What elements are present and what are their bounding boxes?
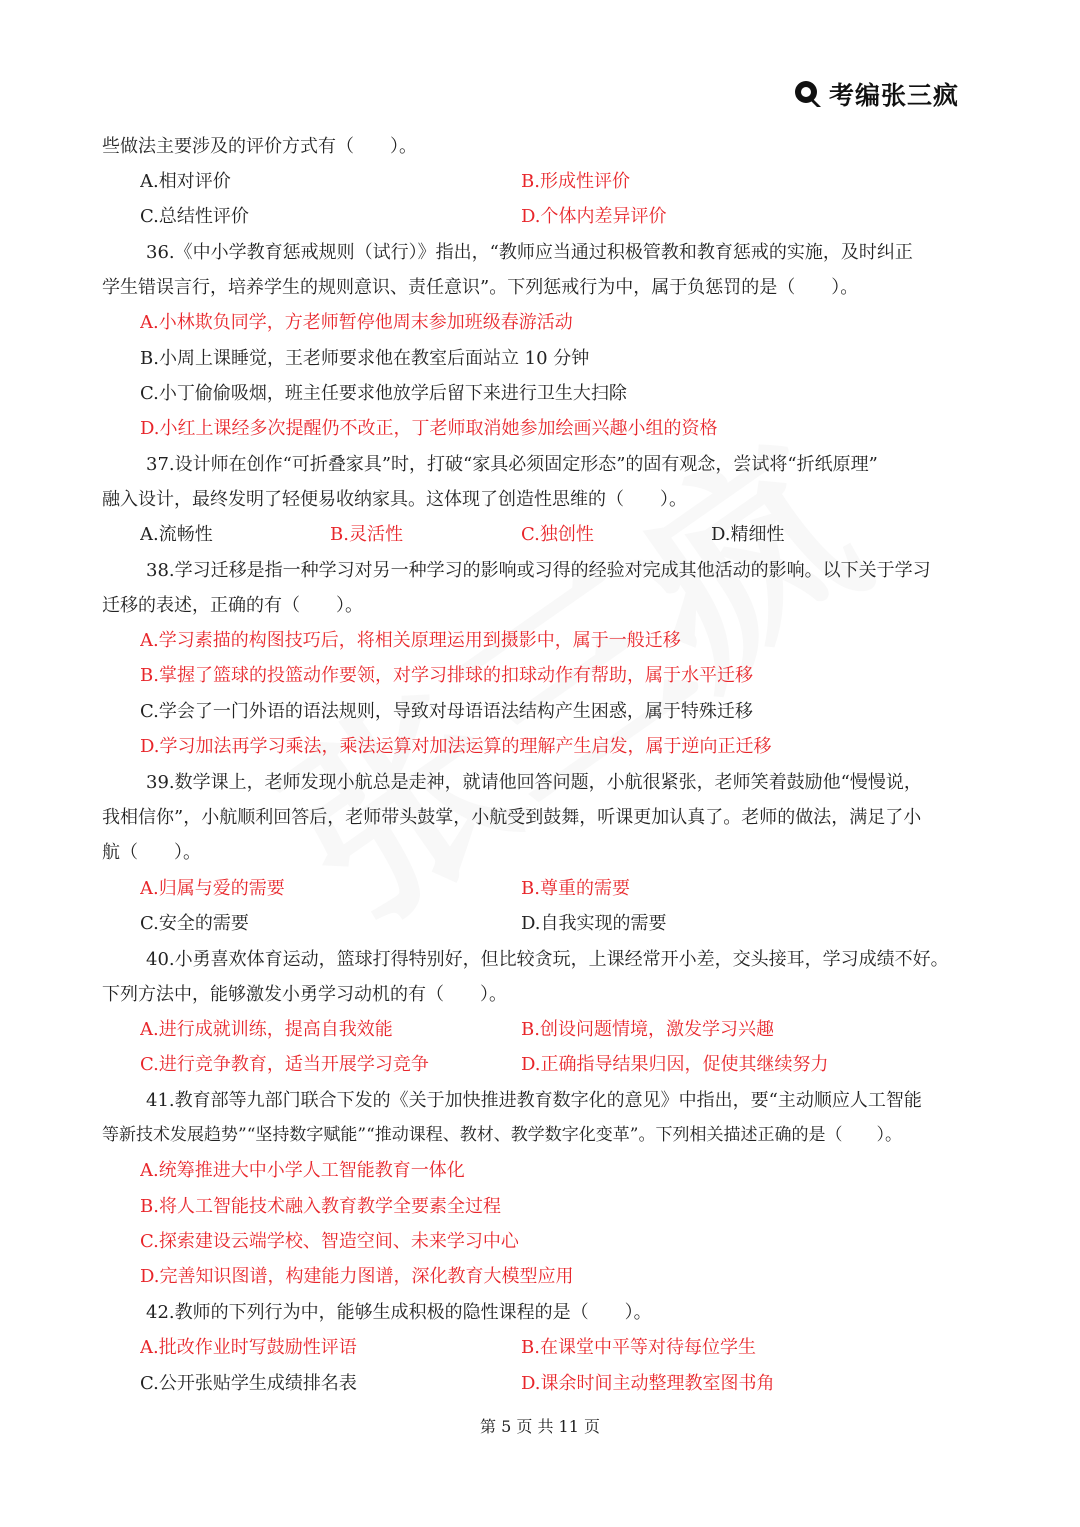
q35-option-d: D.个体内差异评价 [521,206,667,227]
question-40-stem-line: 下列方法中，能够激发小勇学习动机的有（ ）。 [102,984,507,1005]
question-41-stem-line: 等新技术发展趋势”“坚持数字赋能”“推动课程、教材、教学数字化变革”。下列相关描述正确的是（ ）。 [102,1125,902,1145]
q38-option-b: B.掌握了篮球的投篮动作要领，对学习排球的扣球动作有帮助，属于水平迁移 [140,665,753,686]
question-39-stem-line: 39.数学课上，老师发现小航总是走神，就请他回答问题，小航很紧张，老师笑着鼓励他“慢慢说， [146,772,922,793]
q37-option-a: A.流畅性 [140,524,213,545]
q35-option-a: A.相对评价 [140,171,231,192]
q35-option-c: C.总结性评价 [140,206,249,227]
page-number: 第 5 页 共 11 页 [480,1417,600,1436]
q41-option-c: C.探索建设云端学校、智造空间、未来学习中心 [140,1231,519,1252]
q39-option-c: C.安全的需要 [140,913,249,934]
question-38-stem-line: 迁移的表述，正确的有（ ）。 [102,595,363,616]
question-39-stem-line: 我相信你”，小航顺利回答后，老师带头鼓掌，小航受到鼓舞，听课更加认真了。老师的做法，满足了小 [102,807,922,828]
q36-option-a: A.小林欺负同学，方老师暂停他周末参加班级春游活动 [140,312,573,333]
q40-option-d: D.正确指导结果归因，促使其继续努力 [521,1054,829,1075]
q40-option-c: C.进行竞争教育，适当开展学习竞争 [140,1054,429,1075]
q39-option-d: D.自我实现的需要 [521,913,667,934]
q42-option-b: B.在课堂中平等对待每位学生 [521,1337,756,1358]
question-38-stem-line: 38.学习迁移是指一种学习对另一种学习的影响或习得的经验对完成其他活动的影响。以下关于学习 [146,560,931,581]
q37-option-d: D.精细性 [711,524,785,545]
q42-option-d: D.课余时间主动整理教室图书角 [521,1373,775,1394]
q36-option-b: B.小周上课睡觉，王老师要求他在教室后面站立 10 分钟 [140,348,590,369]
question-36-stem-line: 36.《中小学教育惩戒规则（试行）》指出，“教师应当通过积极管教和教育惩戒的实施，及时纠正 [146,242,913,263]
question-41-stem-line: 41.教育部等九部门联合下发的《关于加快推进教育数字化的意见》中指出，要“主动顺应人工智能 [146,1090,922,1111]
question-35-stem-line: 些做法主要涉及的评价方式有（ ）。 [102,136,417,157]
question-36-stem-line: 学生错误言行，培养学生的规则意识、责任意识”。下列惩戒行为中，属于负惩罚的是（ ）。 [102,277,859,298]
q36-option-d: D.小红上课经多次提醒仍不改正，丁老师取消她参加绘画兴趣小组的资格 [140,418,718,439]
q37-option-c: C.独创性 [521,524,594,545]
q42-option-c: C.公开张贴学生成绩排名表 [140,1373,357,1394]
q40-option-b: B.创设问题情境，激发学习兴趣 [521,1019,774,1040]
q41-option-d: D.完善知识图谱，构建能力图谱，深化教育大模型应用 [140,1266,574,1287]
q35-option-b: B.形成性评价 [521,171,630,192]
q38-option-d: D.学习加法再学习乘法，乘法运算对加法运算的理解产生启发，属于逆向正迁移 [140,736,772,757]
question-42-stem-line: 42.教师的下列行为中，能够生成积极的隐性课程的是（ ）。 [146,1302,652,1323]
brand-logo [793,76,959,112]
q39-option-b: B.尊重的需要 [521,878,630,899]
q40-option-a: A.进行成就训练，提高自我效能 [140,1019,393,1040]
q38-option-c: C.学会了一门外语的语法规则，导致对母语语法结构产生困惑，属于特殊迁移 [140,701,753,722]
question-39-stem-line: 航（ ）。 [102,842,201,863]
question-37-stem-line: 融入设计，最终发明了轻便易收纳家具。这体现了创造性思维的（ ）。 [102,489,687,510]
q39-option-a: A.归属与爱的需要 [140,878,285,899]
q41-option-a: A.统筹推进大中小学人工智能教育一体化 [140,1160,465,1181]
q42-option-a: A.批改作业时写鼓励性评语 [140,1337,357,1358]
q36-option-c: C.小丁偷偷吸烟，班主任要求他放学后留下来进行卫生大扫除 [140,383,627,404]
q37-option-b: B.灵活性 [330,524,403,545]
magnifier-logo-icon [793,79,823,109]
q41-option-b: B.将人工智能技术融入教育教学全要素全过程 [140,1196,501,1217]
question-40-stem-line: 40.小勇喜欢体育运动，篮球打得特别好，但比较贪玩，上课经常开小差，交头接耳，学习成绩不好。 [146,949,949,970]
q38-option-a: A.学习素描的构图技巧后，将相关原理运用到摄影中，属于一般迁移 [140,630,681,651]
brand-name: 考编张三疯 [829,81,960,110]
question-37-stem-line: 37.设计师在创作“可折叠家具”时，打破“家具必须固定形态”的固有观念，尝试将“折纸原理” [146,454,878,475]
